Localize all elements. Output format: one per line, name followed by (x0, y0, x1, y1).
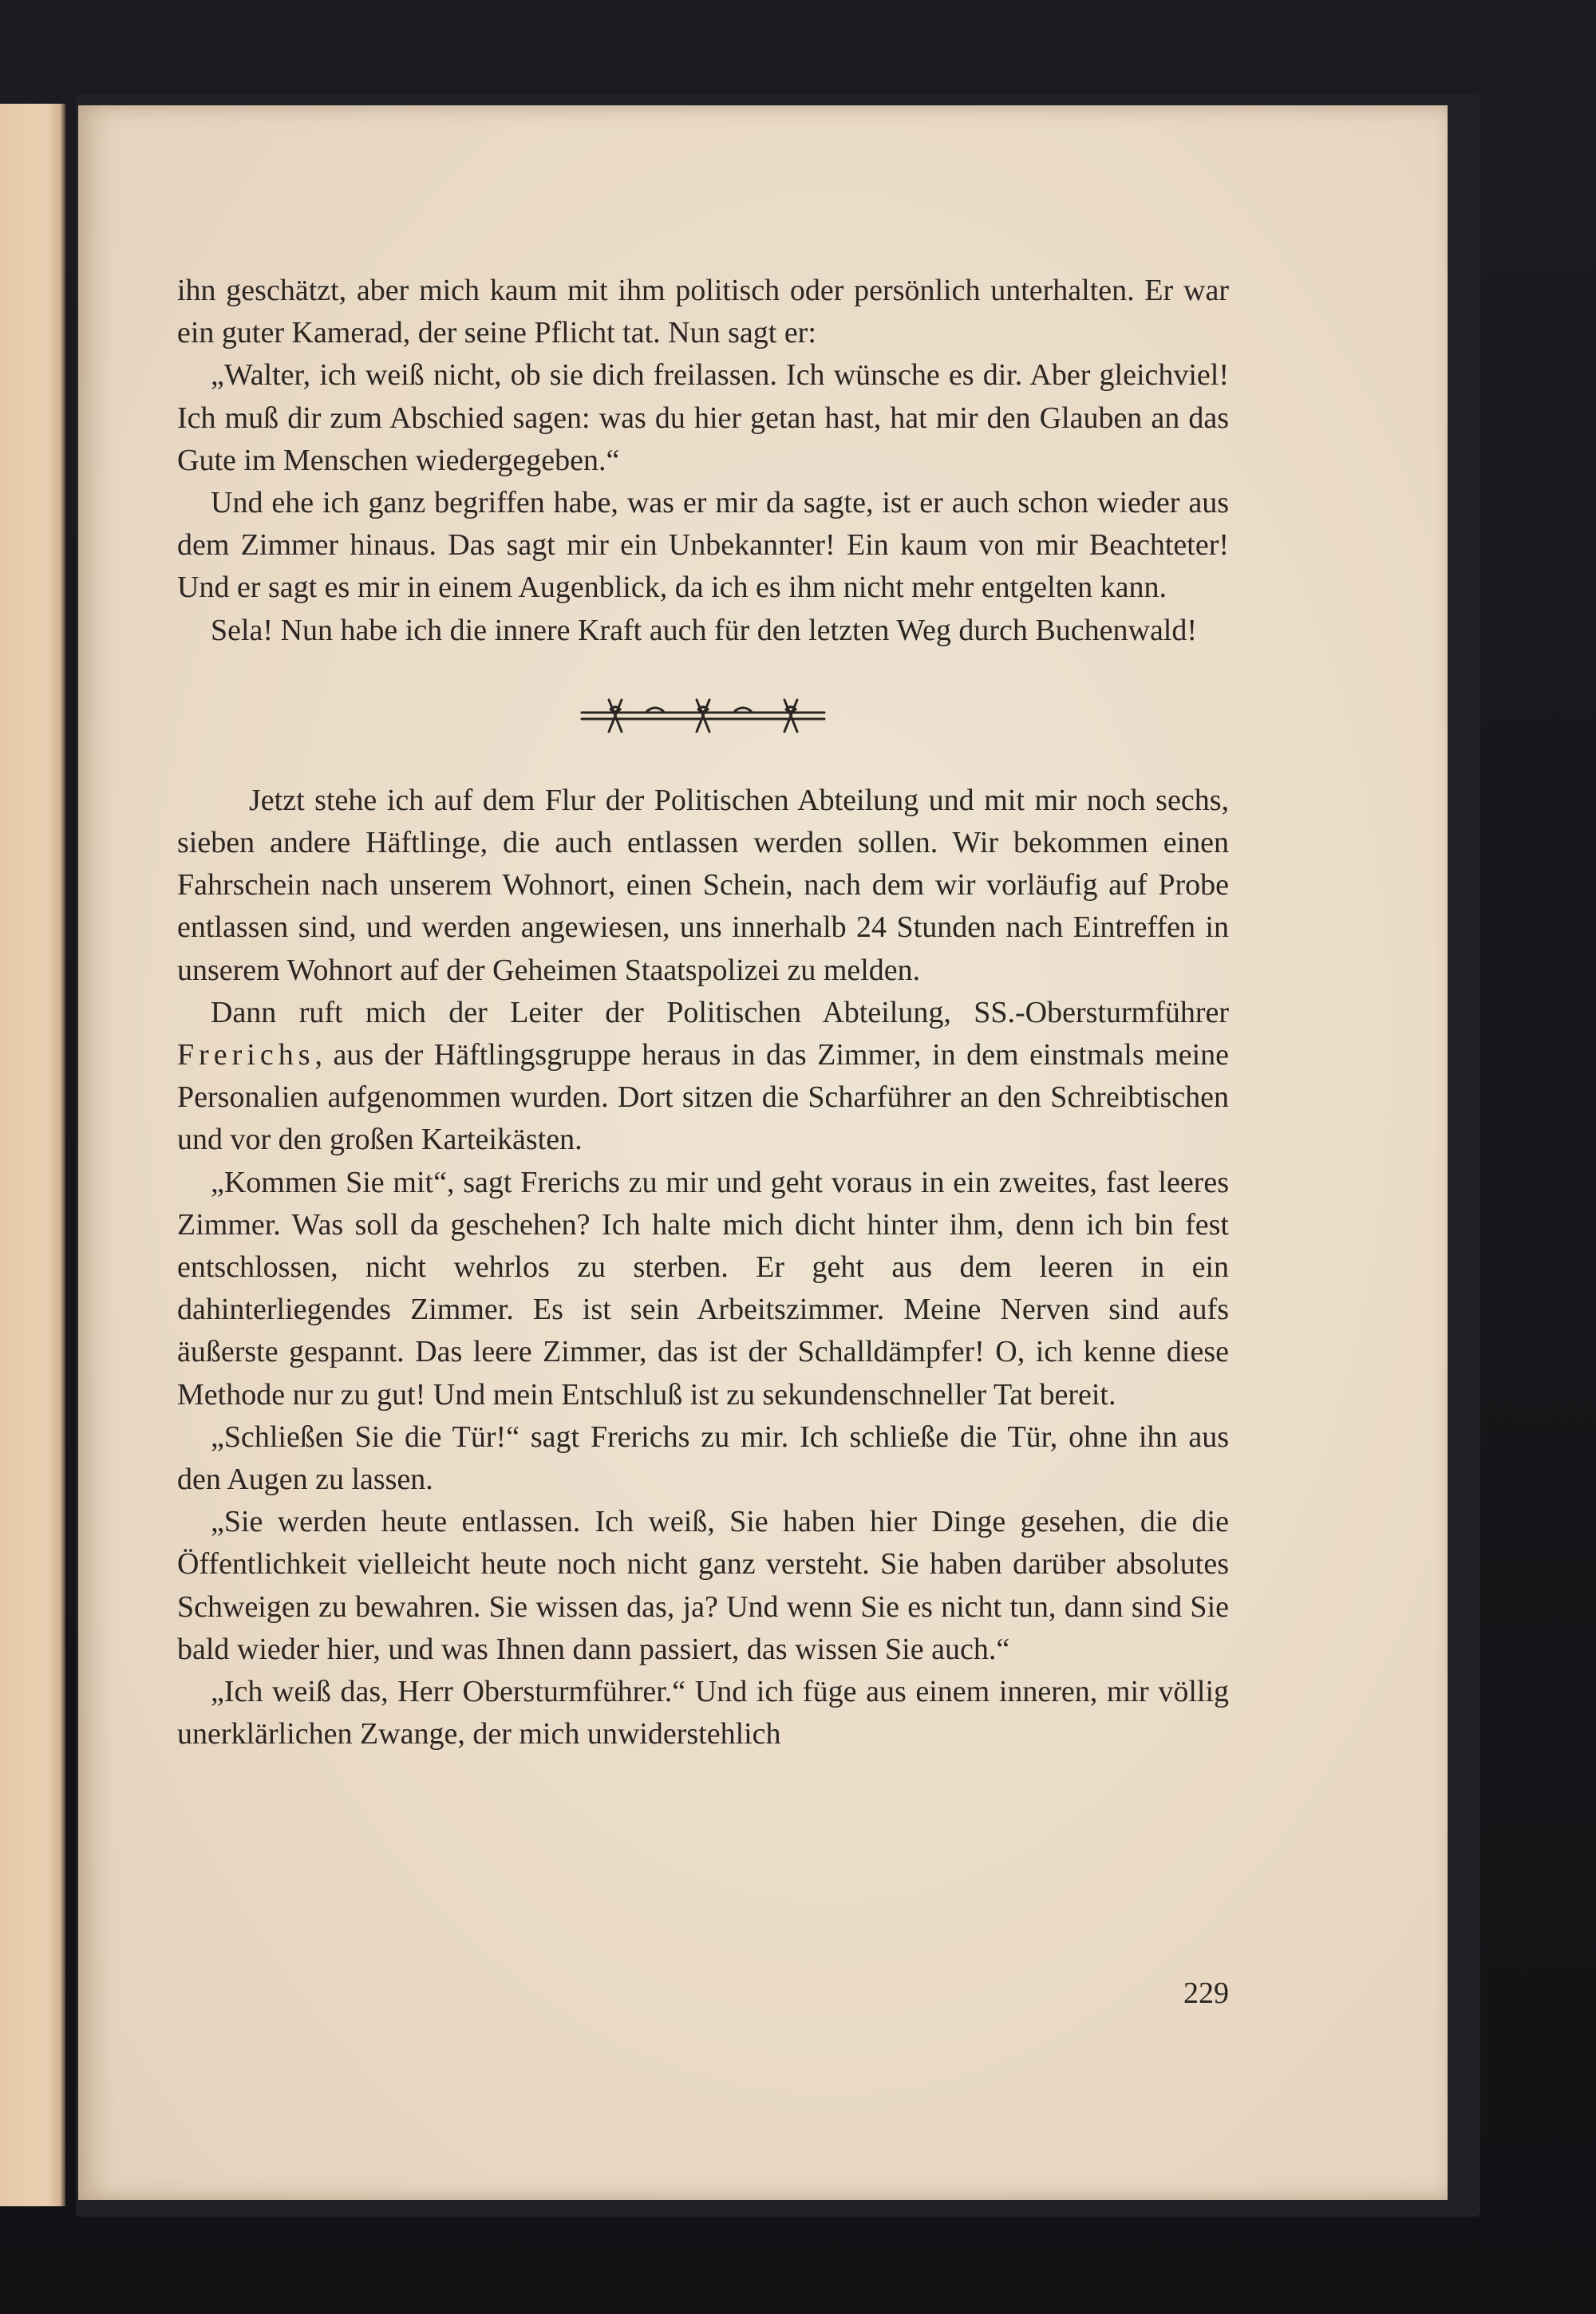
spaced-name-frerichs: Frerichs (177, 1038, 315, 1072)
paragraph-7: „Kommen Sie mit“, sagt Frerichs zu mir und geht voraus in ein zweites, fast leeres Zimmer. Was soll da geschehen? Ich halte mich dicht hinter ihm, denn ich bin fest entschlossen, nicht wehrlos zu sterben. Er geht aus dem leeren in ein dahinterliegendes Zimmer. Es ist sein Arbeitszimmer. Meine Nerven sind aufs äußerste gespannt. Das leere Zimmer, das ist der Schalldämpfer! O, ich kenne diese Methode nur zu gut! Und mein Entschluß ist zu sekundenschneller Tat bereit. (177, 1165, 1229, 1412)
paragraph-2: „Walter, ich weiß nicht, ob sie dich freilassen. Ich wünsche es dir. Aber gleichviel! Ich muß dir zum Abschied sagen: was du hier getan hast, hat mir den Glauben an das Gute im Menschen wiedergegeben.“ (177, 358, 1229, 477)
paragraph-5: Jetzt stehe ich auf dem Flur der Politischen Abteilung und mit mir noch sechs, sieben andere Häftlinge, die auch entlassen werden sollen. Wir bekommen einen Fahrschein nach unserem Wohnort, einen Schein, nach dem wir vorläufig auf Probe entlassen sind, und werden angewiesen, uns innerhalb 24 Stunden nach Eintreffen in unserem Wohnort auf der Geheimen Staatspolizei zu melden. (177, 783, 1229, 987)
barb-center (697, 700, 709, 732)
paragraph-8: „Schließen Sie die Tür!“ sagt Frerichs zu mir. Ich schließe die Tür, ohne ihn aus den Augen zu lassen. (177, 1420, 1229, 1497)
barb-right (784, 700, 797, 732)
previous-page-edge (0, 104, 65, 2206)
barbed-wire-divider-svg (575, 692, 831, 740)
wire-twist-2 (735, 708, 751, 711)
wire-twist-1 (647, 708, 663, 711)
page-body (177, 270, 1229, 1756)
paragraph-1: ihn geschätzt, aber mich kaum mit ihm politisch oder persönlich unterhalten. Er war ein guter Kamerad, der seine Pflicht tat. Nun sagt er: (177, 274, 1229, 350)
barbed-wire-divider-icon (177, 652, 1229, 780)
paragraph-6 (177, 992, 1229, 1162)
paragraph-10: „Ich weiß das, Herr Obersturmführer.“ Und ich füge aus einem inneren, mir völlig unerklärlichen Zwange, der mich unwiderstehlich (177, 1675, 1229, 1751)
paragraph-6-rest: , aus der Häftlingsgruppe heraus in das Zimmer, in dem einstmals meine Personalien aufgenommen wurden. Dort sitzen die Scharführer an den Schreibtischen und vor den großen Karteikästen. (177, 1038, 1229, 1157)
paragraph-6-lead: Dann ruft mich der Leiter der Politischen Abteilung, SS.-Obersturmführer (211, 995, 1229, 1029)
paragraph-3: Und ehe ich ganz begriffen habe, was er mir da sagte, ist er auch schon wieder aus dem Zimmer hinaus. Das sagt mir ein Unbekannter! Ein kaum von mir Beachteter! Und er sagt es mir in einem Augenblick, da ich es ihm nicht mehr entgelten kann. (177, 486, 1229, 605)
paragraph-4: Sela! Nun habe ich die innere Kraft auch für den letzten Weg durch Buchenwald! (211, 613, 1198, 647)
barb-left (609, 700, 622, 732)
paragraph-9: „Sie werden heute entlassen. Ich weiß, Sie haben hier Dinge gesehen, die die Öffentlichkeit vielleicht heute noch nicht ganz versteht. Sie haben darüber absolutes Schweigen zu bewahren. Sie wissen das, ja? Und wenn Sie es nicht tun, dann sind Sie bald wieder hier, und was Ihnen dann passiert, das wissen Sie auch.“ (177, 1505, 1229, 1666)
page-number: 229 (1183, 1976, 1229, 2010)
